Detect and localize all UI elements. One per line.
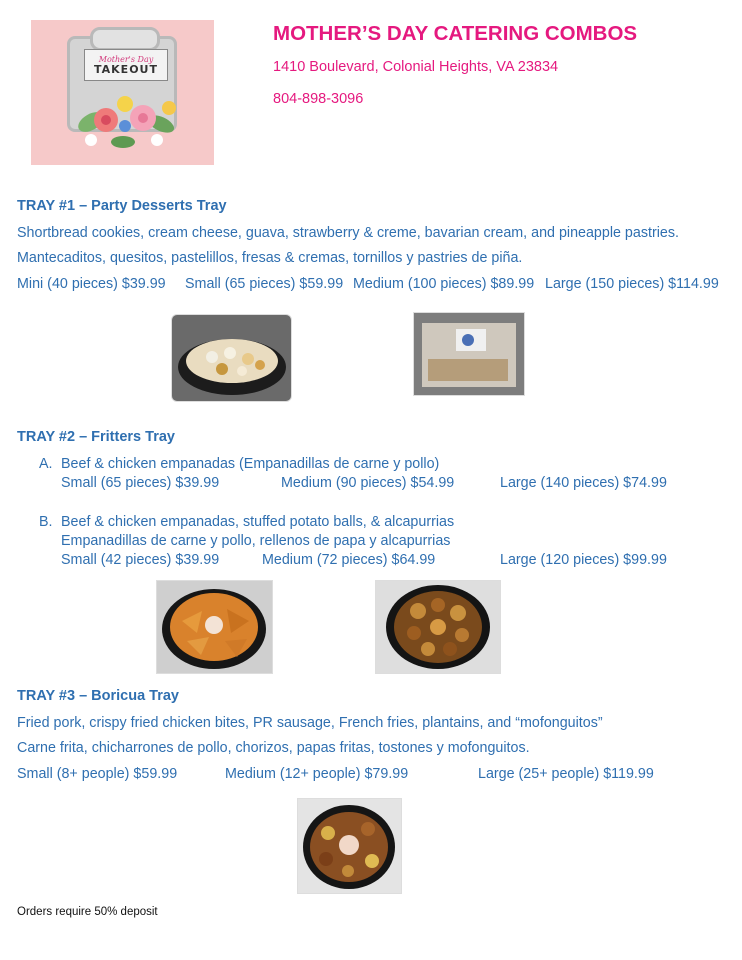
address: 1410 Boulevard, Colonial Heights, VA 23834 bbox=[273, 59, 559, 75]
tray1-heading: TRAY #1 – Party Desserts Tray bbox=[17, 198, 227, 214]
tray1-price-medium: Medium (100 pieces) $89.99 bbox=[353, 276, 535, 292]
tray3-description-en: Fried pork, crispy fried chicken bites, PR sausage, French fries, plantains, and “mofonguitos” bbox=[17, 715, 603, 731]
page-title: MOTHER’S DAY CATERING COMBOS bbox=[273, 22, 638, 45]
phone-number: 804-898-3096 bbox=[273, 91, 364, 107]
takeout-logo bbox=[31, 20, 214, 165]
fritters-tray-photo bbox=[375, 580, 501, 674]
option-b-description-es: Empanadillas de carne y pollo, rellenos de papa y alcapurrias bbox=[61, 533, 451, 549]
option-b-price-small: Small (42 pieces) $39.99 bbox=[61, 552, 220, 568]
tray1-description-es: Mantecaditos, quesitos, pastelillos, fresas & cremas, tornillos y pastries de piña. bbox=[17, 250, 523, 266]
option-b-price-medium: Medium (72 pieces) $64.99 bbox=[262, 552, 436, 568]
option-b-description-en: Beef & chicken empanadas, stuffed potato balls, & alcapurrias bbox=[61, 514, 455, 530]
option-a-price-medium: Medium (90 pieces) $54.99 bbox=[281, 475, 455, 491]
logo-line2: TAKEOUT bbox=[94, 62, 158, 76]
tray3-heading: TRAY #3 – Boricua Tray bbox=[17, 688, 179, 704]
option-a-description: Beef & chicken empanadas (Empanadillas de carne y pollo) bbox=[61, 456, 440, 472]
empanadas-tray-photo bbox=[156, 580, 273, 674]
tray1-price-mini: Mini (40 pieces) $39.99 bbox=[17, 276, 166, 292]
tray3-price-medium: Medium (12+ people) $79.99 bbox=[225, 766, 409, 782]
option-a-price-small: Small (65 pieces) $39.99 bbox=[61, 475, 220, 491]
tray3-price-large: Large (25+ people) $119.99 bbox=[478, 766, 654, 782]
desserts-tray-photo bbox=[171, 314, 292, 402]
logo-tag bbox=[84, 49, 168, 81]
tray1-price-large: Large (150 pieces) $114.99 bbox=[545, 276, 719, 292]
desserts-box-photo bbox=[413, 312, 525, 396]
deposit-note: Orders require 50% deposit bbox=[17, 906, 158, 918]
tray3-price-small: Small (8+ people) $59.99 bbox=[17, 766, 178, 782]
logo-line1: Mother's Day bbox=[98, 54, 154, 64]
option-b-marker: B. bbox=[39, 514, 53, 530]
boricua-tray-photo bbox=[297, 798, 402, 894]
option-b-price-large: Large (120 pieces) $99.99 bbox=[500, 552, 667, 568]
tray2-heading: TRAY #2 – Fritters Tray bbox=[17, 429, 175, 445]
option-a-price-large: Large (140 pieces) $74.99 bbox=[500, 475, 667, 491]
flower-bouquet-icon bbox=[61, 82, 191, 162]
tray1-description-en: Shortbread cookies, cream cheese, guava, strawberry & creme, bavarian cream, and pineapple pastries. bbox=[17, 225, 679, 241]
tray3-description-es: Carne frita, chicharrones de pollo, chorizos, papas fritas, tostones y mofonguitos. bbox=[17, 740, 530, 756]
option-a-marker: A. bbox=[39, 456, 53, 472]
tray1-price-small: Small (65 pieces) $59.99 bbox=[185, 276, 344, 292]
box-lid bbox=[90, 27, 160, 51]
